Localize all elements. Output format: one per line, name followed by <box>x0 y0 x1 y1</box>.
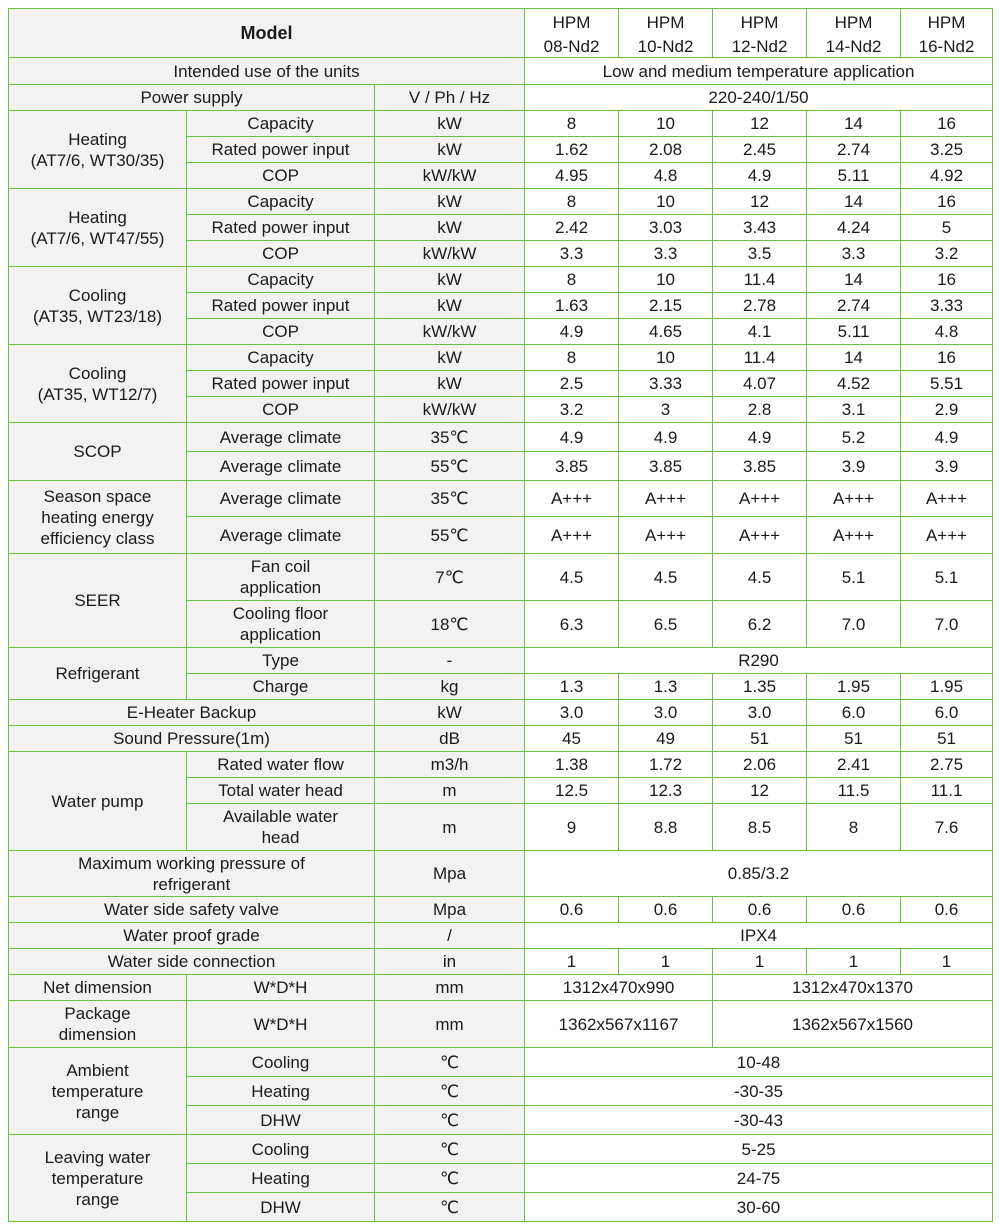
param-label: Type <box>187 648 375 674</box>
value-cell: A+++ <box>713 481 807 517</box>
param-label: COP <box>187 163 375 189</box>
value-cell: 5 <box>901 215 993 241</box>
value-cell: 2.45 <box>713 137 807 163</box>
value-cell: 0.85/3.2 <box>525 851 993 897</box>
model-name-line2: 08-Nd2 <box>525 36 619 58</box>
value-cell: 2.08 <box>619 137 713 163</box>
value-cell: 45 <box>525 726 619 752</box>
unit-cell: kW <box>375 371 525 397</box>
unit-cell: m <box>375 804 525 851</box>
value-cell: 6.0 <box>901 700 993 726</box>
value-cell: 2.75 <box>901 752 993 778</box>
value-cell: R290 <box>525 648 993 674</box>
power-supply-label: Power supply <box>9 85 375 111</box>
value-cell: -30-35 <box>525 1077 993 1106</box>
value-cell: 6.5 <box>619 601 713 648</box>
param-label: E-Heater Backup <box>9 700 375 726</box>
param-label: Average climate <box>187 481 375 517</box>
value-cell: 1.3 <box>619 674 713 700</box>
param-label: Heating <box>187 1164 375 1193</box>
value-cell: 2.78 <box>713 293 807 319</box>
param-label: Rated water flow <box>187 752 375 778</box>
value-cell: 10 <box>619 189 713 215</box>
param-label: Capacity <box>187 345 375 371</box>
value-cell: 12 <box>713 189 807 215</box>
value-cell: 14 <box>807 111 901 137</box>
group-label: Heating (AT7/6, WT47/55) <box>9 189 187 267</box>
param-label: COP <box>187 397 375 423</box>
value-cell: A+++ <box>525 481 619 517</box>
group-label: Ambient temperature range <box>9 1048 187 1135</box>
unit-cell: kW <box>375 267 525 293</box>
value-cell: 6.2 <box>713 601 807 648</box>
unit-cell: kg <box>375 674 525 700</box>
value-cell: 3.3 <box>525 241 619 267</box>
maxpress-row <box>9 851 993 897</box>
value-cell: 5.11 <box>807 319 901 345</box>
pump-row <box>9 752 993 778</box>
power-row <box>9 85 993 111</box>
param-label: Cooling <box>187 1135 375 1164</box>
value-cell: IPX4 <box>525 923 993 949</box>
value-cell: 8.5 <box>713 804 807 851</box>
value-cell: 0.6 <box>807 897 901 923</box>
value-cell: 16 <box>901 111 993 137</box>
param-label: Sound Pressure(1m) <box>9 726 375 752</box>
group-label: Heating (AT7/6, WT30/35) <box>9 111 187 189</box>
model-name-line2: 12-Nd2 <box>713 36 807 58</box>
value-cell: 4.1 <box>713 319 807 345</box>
unit-cell: kW <box>375 215 525 241</box>
value-cell: 8 <box>525 111 619 137</box>
value-cell: 9 <box>525 804 619 851</box>
value-cell: 11.5 <box>807 778 901 804</box>
param-label: Rated power input <box>187 137 375 163</box>
value-cell: 3.3 <box>807 241 901 267</box>
sound-row <box>9 726 993 752</box>
value-cell: 1362x567x1167 <box>525 1001 713 1048</box>
value-cell: 8 <box>525 345 619 371</box>
param-label: Water proof grade <box>9 923 375 949</box>
value-cell: 1 <box>525 949 619 975</box>
unit-cell: 35℃ <box>375 423 525 452</box>
value-cell: 12 <box>713 111 807 137</box>
param-label: Average climate <box>187 517 375 554</box>
value-cell: 24-75 <box>525 1164 993 1193</box>
value-cell: A+++ <box>807 481 901 517</box>
value-cell: 5-25 <box>525 1135 993 1164</box>
value-cell: 14 <box>807 189 901 215</box>
value-cell: 1 <box>807 949 901 975</box>
value-cell: 3.0 <box>713 700 807 726</box>
unit-cell: m3/h <box>375 752 525 778</box>
value-cell: 1.72 <box>619 752 713 778</box>
value-cell: 4.8 <box>619 163 713 189</box>
unit-cell: kW <box>375 189 525 215</box>
value-cell: 3.03 <box>619 215 713 241</box>
power-supply-unit: V / Ph / Hz <box>375 85 525 111</box>
value-cell: 12 <box>713 778 807 804</box>
netdim-row <box>9 975 993 1001</box>
value-cell: A+++ <box>901 481 993 517</box>
value-cell: 4.9 <box>901 423 993 452</box>
value-cell: 3.85 <box>525 452 619 481</box>
value-cell: 5.1 <box>807 554 901 601</box>
param-label: Net dimension <box>9 975 187 1001</box>
unit-cell: 18℃ <box>375 601 525 648</box>
value-cell: A+++ <box>525 517 619 554</box>
value-cell: 0.6 <box>713 897 807 923</box>
model-name-line1: HPM <box>901 9 993 36</box>
param-label: COP <box>187 319 375 345</box>
valve-row <box>9 897 993 923</box>
value-cell: 1.35 <box>713 674 807 700</box>
unit-cell: kW/kW <box>375 163 525 189</box>
value-cell: 2.5 <box>525 371 619 397</box>
intended-row <box>9 58 993 85</box>
value-cell: 3.85 <box>619 452 713 481</box>
param-label: Water side connection <box>9 949 375 975</box>
unit-cell: ℃ <box>375 1193 525 1222</box>
unit-cell: kW <box>375 111 525 137</box>
value-cell: 2.74 <box>807 137 901 163</box>
unit-cell: - <box>375 648 525 674</box>
unit-cell: 55℃ <box>375 517 525 554</box>
value-cell: 4.9 <box>713 423 807 452</box>
value-cell: 12.5 <box>525 778 619 804</box>
value-cell: 1312x470x990 <box>525 975 713 1001</box>
pkgdim-row <box>9 1001 993 1048</box>
value-cell: 1.95 <box>807 674 901 700</box>
ambient-row <box>9 1048 993 1077</box>
unit-cell: ℃ <box>375 1106 525 1135</box>
param-label: Available water head <box>187 804 375 851</box>
unit-cell: in <box>375 949 525 975</box>
heat2-row <box>9 189 993 215</box>
param-label: DHW <box>187 1193 375 1222</box>
unit-cell: ℃ <box>375 1164 525 1193</box>
value-cell: 4.5 <box>525 554 619 601</box>
group-label: Leaving water temperature range <box>9 1135 187 1222</box>
value-cell: 3 <box>619 397 713 423</box>
value-cell: 8.8 <box>619 804 713 851</box>
seer-row <box>9 554 993 601</box>
conn-row <box>9 949 993 975</box>
value-cell: 2.15 <box>619 293 713 319</box>
unit-cell: Mpa <box>375 897 525 923</box>
value-cell: 3.0 <box>619 700 713 726</box>
value-cell: 12.3 <box>619 778 713 804</box>
group-label: SEER <box>9 554 187 648</box>
unit-cell: mm <box>375 1001 525 1048</box>
param-label: W*D*H <box>187 975 375 1001</box>
unit-cell: kW <box>375 293 525 319</box>
param-label: Charge <box>187 674 375 700</box>
value-cell: 4.52 <box>807 371 901 397</box>
unit-cell: 7℃ <box>375 554 525 601</box>
model-name-line1: HPM <box>713 9 807 36</box>
value-cell: 4.5 <box>713 554 807 601</box>
value-cell: 5.51 <box>901 371 993 397</box>
value-cell: 3.25 <box>901 137 993 163</box>
value-cell: 4.07 <box>713 371 807 397</box>
value-cell: 4.9 <box>525 423 619 452</box>
unit-cell: m <box>375 778 525 804</box>
group-label: Water pump <box>9 752 187 851</box>
value-cell: 11.4 <box>713 345 807 371</box>
value-cell: 4.9 <box>525 319 619 345</box>
group-label: Refrigerant <box>9 648 187 700</box>
unit-cell: dB <box>375 726 525 752</box>
param-label: Average climate <box>187 423 375 452</box>
value-cell: 5.2 <box>807 423 901 452</box>
param-label: Rated power input <box>187 293 375 319</box>
param-label: Average climate <box>187 452 375 481</box>
param-label: Capacity <box>187 111 375 137</box>
value-cell: 1362x567x1560 <box>713 1001 993 1048</box>
unit-cell: kW <box>375 700 525 726</box>
unit-cell: 35℃ <box>375 481 525 517</box>
value-cell: 4.95 <box>525 163 619 189</box>
param-label: Maximum working pressure of refrigerant <box>9 851 375 897</box>
unit-cell: Mpa <box>375 851 525 897</box>
param-label: Capacity <box>187 189 375 215</box>
model-name-line1: HPM <box>525 9 619 36</box>
value-cell: A+++ <box>713 517 807 554</box>
value-cell: 1 <box>619 949 713 975</box>
value-cell: 2.41 <box>807 752 901 778</box>
value-cell: 1 <box>901 949 993 975</box>
value-cell: 6.0 <box>807 700 901 726</box>
value-cell: A+++ <box>807 517 901 554</box>
value-cell: 4.8 <box>901 319 993 345</box>
unit-cell: 55℃ <box>375 452 525 481</box>
refrigerant-row <box>9 648 993 674</box>
value-cell: 3.85 <box>713 452 807 481</box>
intended-use-value: Low and medium temperature application <box>525 58 993 85</box>
value-cell: 10 <box>619 267 713 293</box>
header-row <box>9 9 993 36</box>
unit-cell: kW/kW <box>375 241 525 267</box>
param-label: Cooling <box>187 1048 375 1077</box>
value-cell: 2.8 <box>713 397 807 423</box>
param-label: Fan coil application <box>187 554 375 601</box>
value-cell: 3.9 <box>901 452 993 481</box>
value-cell: 10-48 <box>525 1048 993 1077</box>
model-name-line2: 16-Nd2 <box>901 36 993 58</box>
value-cell: 4.65 <box>619 319 713 345</box>
value-cell: 3.33 <box>619 371 713 397</box>
value-cell: 3.2 <box>901 241 993 267</box>
value-cell: -30-43 <box>525 1106 993 1135</box>
param-label: Cooling floor application <box>187 601 375 648</box>
value-cell: 3.43 <box>713 215 807 241</box>
value-cell: 1312x470x1370 <box>713 975 993 1001</box>
value-cell: 4.92 <box>901 163 993 189</box>
value-cell: 51 <box>713 726 807 752</box>
param-label: Package dimension <box>9 1001 187 1048</box>
value-cell: 14 <box>807 267 901 293</box>
value-cell: 3.33 <box>901 293 993 319</box>
value-cell: 4.5 <box>619 554 713 601</box>
unit-cell: ℃ <box>375 1135 525 1164</box>
value-cell: 10 <box>619 345 713 371</box>
value-cell: 16 <box>901 267 993 293</box>
param-label: DHW <box>187 1106 375 1135</box>
value-cell: 2.74 <box>807 293 901 319</box>
value-cell: 3.9 <box>807 452 901 481</box>
model-name-line1: HPM <box>807 9 901 36</box>
value-cell: 14 <box>807 345 901 371</box>
param-label: Rated power input <box>187 215 375 241</box>
unit-cell: ℃ <box>375 1077 525 1106</box>
group-label: Season space heating energy efficiency class <box>9 481 187 554</box>
value-cell: 8 <box>525 189 619 215</box>
value-cell: 3.2 <box>525 397 619 423</box>
value-cell: 3.1 <box>807 397 901 423</box>
param-label: Capacity <box>187 267 375 293</box>
model-name-line1: HPM <box>619 9 713 36</box>
unit-cell: kW <box>375 345 525 371</box>
unit-cell: / <box>375 923 525 949</box>
param-label: COP <box>187 241 375 267</box>
value-cell: 8 <box>807 804 901 851</box>
leaving-row <box>9 1135 993 1164</box>
heat1-row <box>9 111 993 137</box>
group-label: SCOP <box>9 423 187 481</box>
param-label: Water side safety valve <box>9 897 375 923</box>
value-cell: 11.4 <box>713 267 807 293</box>
value-cell: A+++ <box>619 517 713 554</box>
value-cell: A+++ <box>619 481 713 517</box>
proof-row <box>9 923 993 949</box>
value-cell: 7.0 <box>901 601 993 648</box>
value-cell: 2.42 <box>525 215 619 241</box>
value-cell: 10 <box>619 111 713 137</box>
model-header: Model <box>9 9 525 58</box>
value-cell: 3.5 <box>713 241 807 267</box>
scop-row <box>9 423 993 452</box>
spec-table <box>8 8 993 1222</box>
value-cell: A+++ <box>901 517 993 554</box>
value-cell: 11.1 <box>901 778 993 804</box>
value-cell: 0.6 <box>619 897 713 923</box>
param-label: Total water head <box>187 778 375 804</box>
value-cell: 0.6 <box>901 897 993 923</box>
value-cell: 7.0 <box>807 601 901 648</box>
param-label: Rated power input <box>187 371 375 397</box>
value-cell: 2.06 <box>713 752 807 778</box>
model-name-line2: 10-Nd2 <box>619 36 713 58</box>
value-cell: 1.95 <box>901 674 993 700</box>
eheater-row <box>9 700 993 726</box>
unit-cell: ℃ <box>375 1048 525 1077</box>
value-cell: 2.9 <box>901 397 993 423</box>
value-cell: 4.24 <box>807 215 901 241</box>
power-supply-value: 220-240/1/50 <box>525 85 993 111</box>
value-cell: 30-60 <box>525 1193 993 1222</box>
value-cell: 1.38 <box>525 752 619 778</box>
model-name-line2: 14-Nd2 <box>807 36 901 58</box>
value-cell: 1.3 <box>525 674 619 700</box>
unit-cell: kW/kW <box>375 397 525 423</box>
value-cell: 4.9 <box>619 423 713 452</box>
param-label: W*D*H <box>187 1001 375 1048</box>
value-cell: 49 <box>619 726 713 752</box>
value-cell: 3.0 <box>525 700 619 726</box>
value-cell: 1.62 <box>525 137 619 163</box>
season-row <box>9 481 993 517</box>
intended-use-label: Intended use of the units <box>9 58 525 85</box>
cool1-row <box>9 267 993 293</box>
value-cell: 5.11 <box>807 163 901 189</box>
value-cell: 0.6 <box>525 897 619 923</box>
value-cell: 16 <box>901 345 993 371</box>
value-cell: 16 <box>901 189 993 215</box>
value-cell: 4.9 <box>713 163 807 189</box>
value-cell: 1 <box>713 949 807 975</box>
group-label: Cooling (AT35, WT12/7) <box>9 345 187 423</box>
group-label: Cooling (AT35, WT23/18) <box>9 267 187 345</box>
param-label: Heating <box>187 1077 375 1106</box>
unit-cell: kW <box>375 137 525 163</box>
value-cell: 51 <box>901 726 993 752</box>
value-cell: 7.6 <box>901 804 993 851</box>
unit-cell: mm <box>375 975 525 1001</box>
value-cell: 1.63 <box>525 293 619 319</box>
value-cell: 8 <box>525 267 619 293</box>
value-cell: 3.3 <box>619 241 713 267</box>
value-cell: 5.1 <box>901 554 993 601</box>
value-cell: 51 <box>807 726 901 752</box>
unit-cell: kW/kW <box>375 319 525 345</box>
cool2-row <box>9 345 993 371</box>
value-cell: 6.3 <box>525 601 619 648</box>
